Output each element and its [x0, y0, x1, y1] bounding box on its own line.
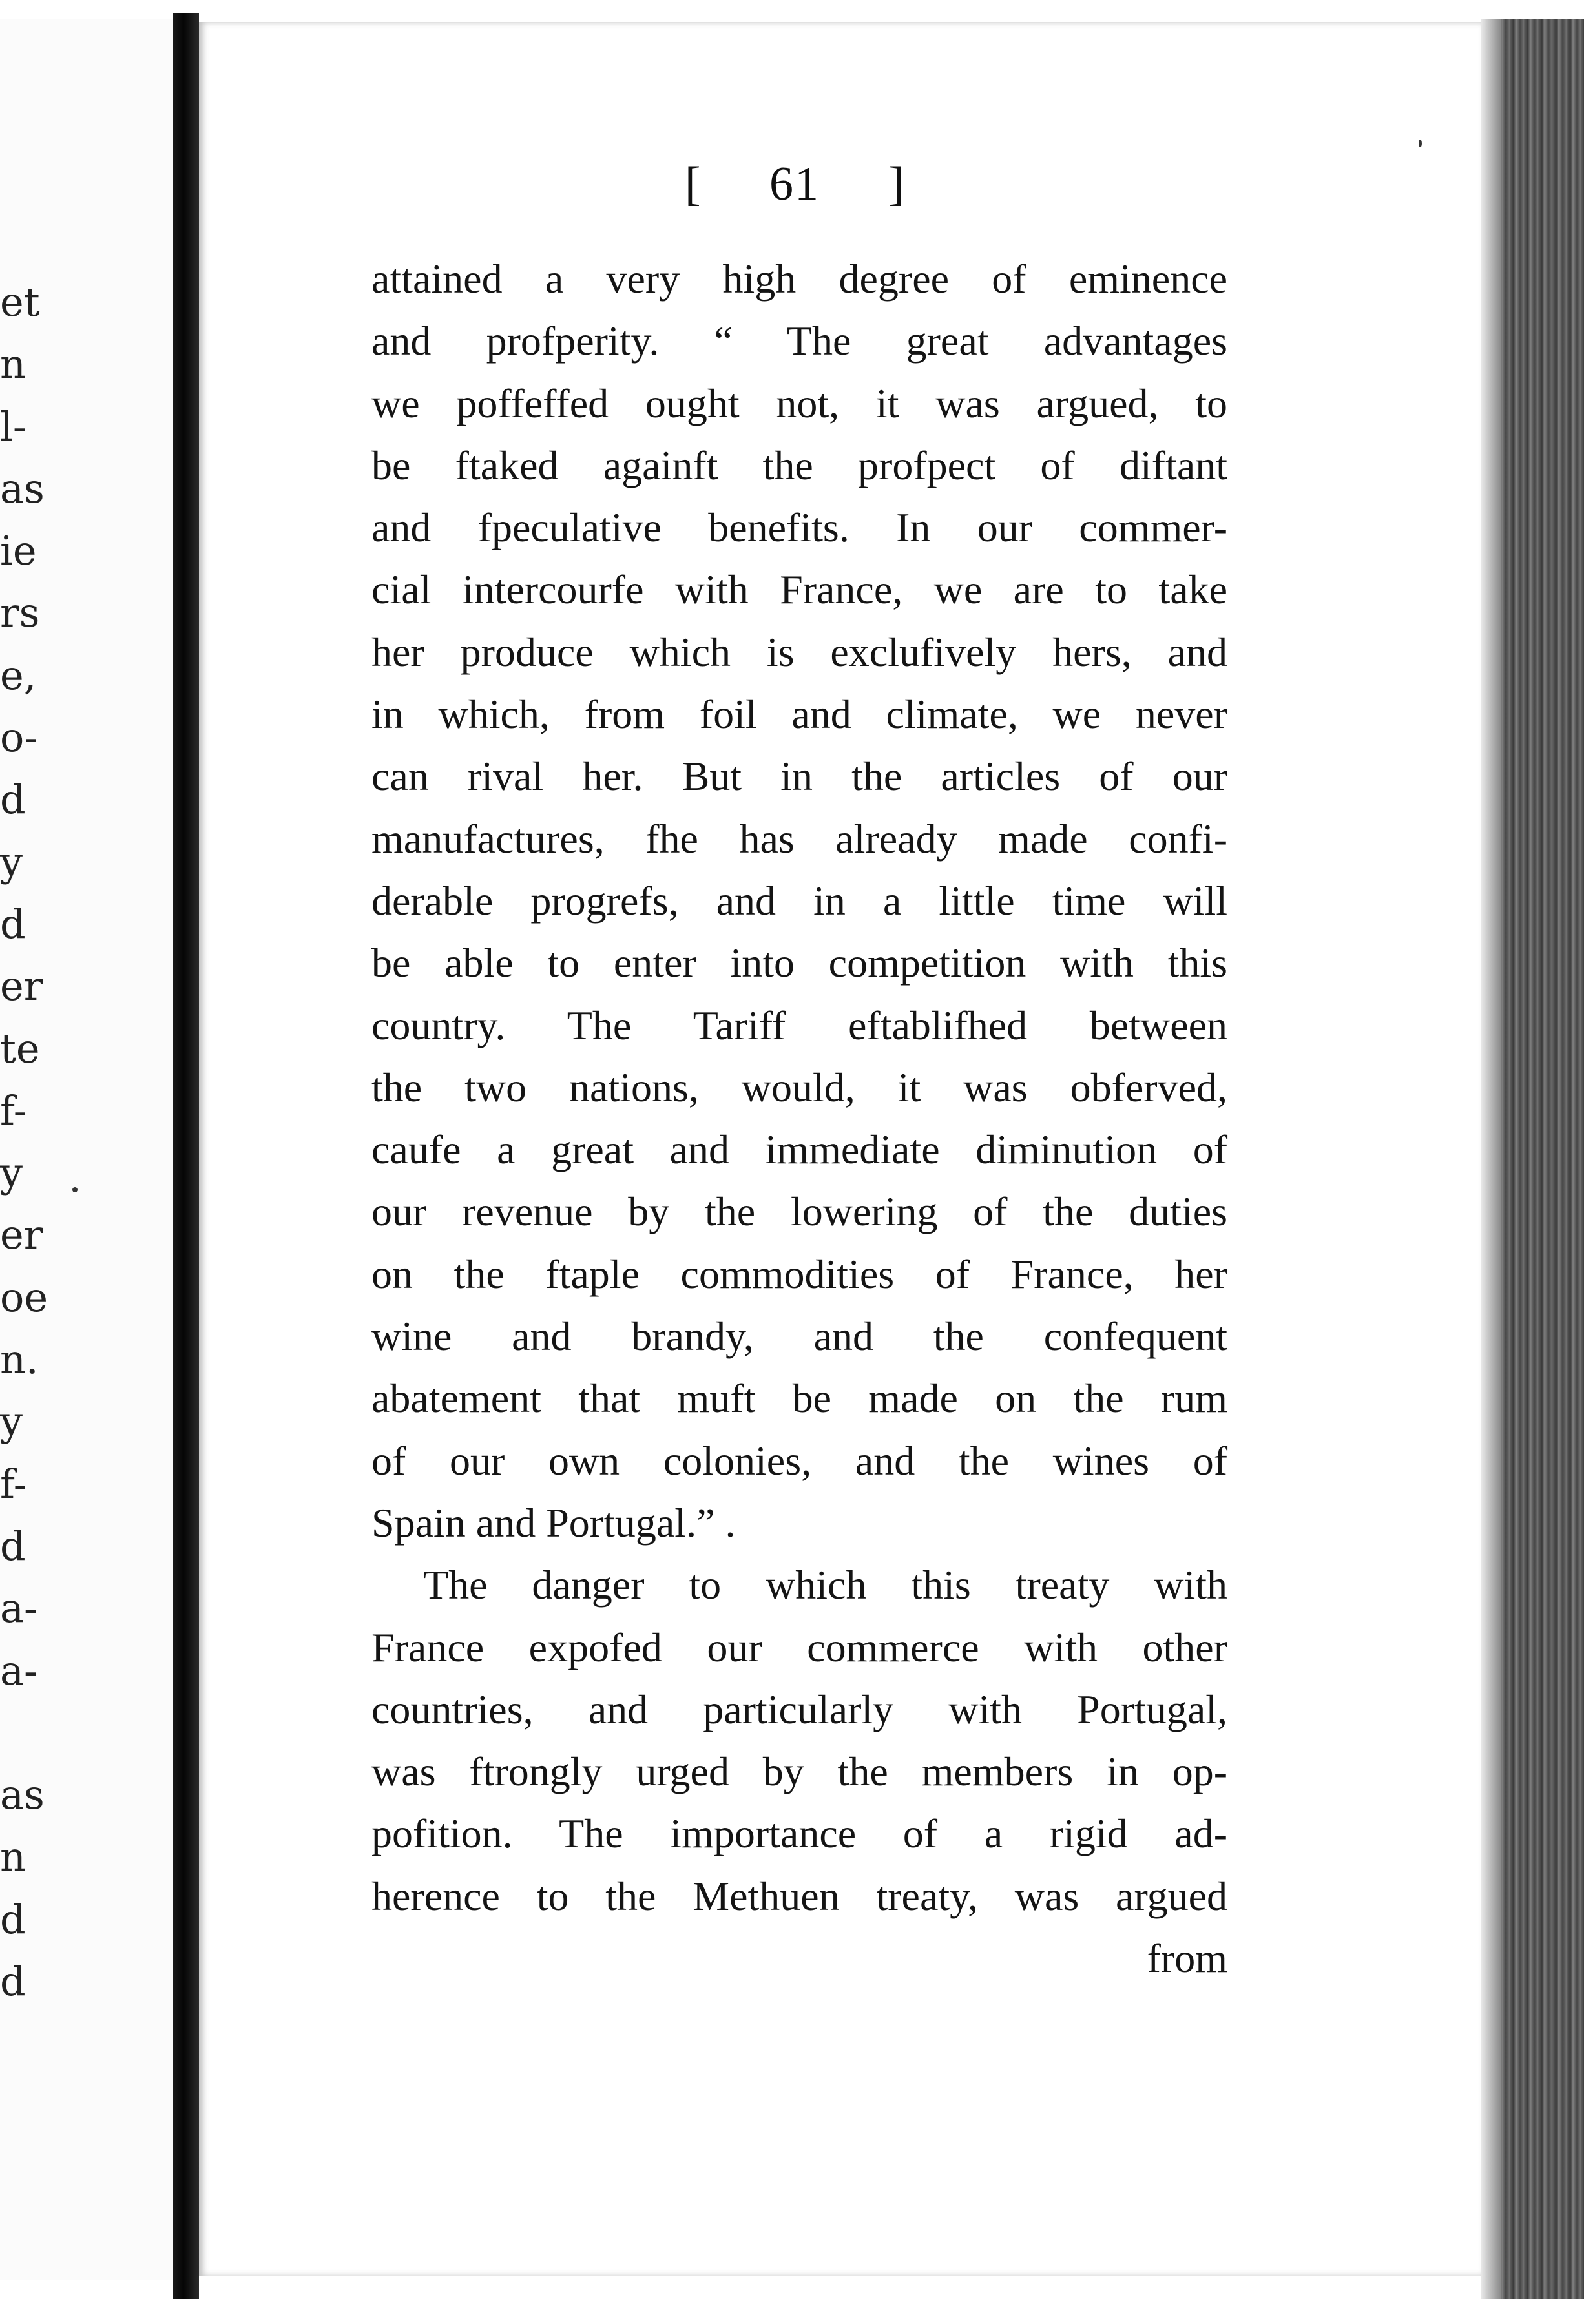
left-page-line-endings — [0, 271, 65, 2013]
body-text — [371, 248, 1227, 1989]
text-line: in which, from foil and climate, we never — [371, 691, 1227, 738]
left-fragment: te — [0, 1024, 40, 1072]
text-line: countries, and particularly with Portugal, — [371, 1686, 1227, 1732]
left-fragment: o- — [0, 714, 38, 762]
ink-speck — [1419, 140, 1422, 147]
text-line: abatement that muft be made on the rum — [371, 1375, 1227, 1422]
text-line: and fpeculative benefits. In our commer- — [371, 504, 1227, 551]
text-line: pofition. The importance of a rigid ad- — [371, 1810, 1227, 1857]
left-fragment: n — [0, 1833, 26, 1881]
left-fragment: rs — [0, 589, 40, 637]
left-fragment: a- — [0, 1646, 37, 1694]
text-line: manufactures, fhe has already made confi- — [371, 815, 1227, 862]
text-line: be able to enter into competition with this — [371, 940, 1227, 986]
book-gutter — [173, 13, 199, 2299]
left-fragment: n — [0, 340, 26, 388]
left-fragment: y — [0, 838, 23, 886]
left-fragment: as — [0, 1771, 45, 1819]
ink-speck — [72, 1187, 78, 1192]
text-line: her produce which is exclufively hers, and — [371, 628, 1227, 675]
left-fragment — [0, 1702, 65, 1764]
left-fragment: er — [0, 962, 43, 1010]
left-fragment: f- — [0, 1460, 27, 1508]
left-fragment: ie — [0, 527, 37, 575]
left-fragment: d — [0, 1522, 26, 1570]
left-fragment: e, — [0, 651, 37, 699]
paragraph-start-line: The danger to which this treaty with — [423, 1562, 1227, 1608]
left-fragment: l- — [0, 402, 26, 450]
left-fragment: d — [0, 1895, 26, 1943]
left-fragment: d — [0, 1958, 26, 2006]
left-fragment: f- — [0, 1086, 27, 1134]
left-fragment: y — [0, 1149, 23, 1197]
left-fragment: et — [0, 278, 40, 326]
left-fragment: d — [0, 900, 26, 948]
text-line: of our own colonies, and the wines of — [371, 1437, 1227, 1484]
text-line: wine and brandy, and the confequent — [371, 1313, 1227, 1360]
left-fragment: a- — [0, 1584, 37, 1632]
header-bracket-close: ] — [888, 157, 904, 211]
left-fragment: d — [0, 776, 26, 824]
text-line: can rival her. But in the articles of our — [371, 753, 1227, 800]
catchword: from — [1147, 1935, 1227, 1982]
text-line: attained a very high degree of eminence — [371, 256, 1227, 302]
text-line: and profperity. “ The great advantages — [371, 318, 1227, 364]
text-line: derable progrefs, and in a little time will — [371, 877, 1227, 924]
left-fragment: er — [0, 1211, 43, 1259]
text-line: be ftaked againft the profpect of diftant — [371, 442, 1227, 488]
left-fragment: oe — [0, 1273, 48, 1321]
left-fragment: n. — [0, 1336, 39, 1384]
text-line: the two nations, would, it was obferved, — [371, 1064, 1227, 1110]
left-fragment: y — [0, 1398, 23, 1446]
page-header — [685, 155, 904, 213]
left-facing-page — [0, 19, 173, 2280]
text-line: was ftrongly urged by the members in op- — [371, 1748, 1227, 1795]
text-line: caufe a great and immediate diminution of — [371, 1126, 1227, 1173]
text-line: our revenue by the lowering of the duties — [371, 1188, 1227, 1235]
text-line: country. The Tariff eftablifhed between — [371, 1002, 1227, 1048]
text-line: on the ftaple commodities of France, her — [371, 1250, 1227, 1297]
text-line: France expofed our commerce with other — [371, 1624, 1227, 1670]
page-edge-shadow — [1481, 19, 1501, 2299]
left-fragment: as — [0, 464, 45, 512]
paragraph-end-line: Spain and Portugal.” . — [371, 1499, 736, 1546]
header-bracket-open: [ — [685, 157, 701, 211]
page-number: 61 — [769, 157, 820, 211]
text-line: herence to the Methuen treaty, was argued — [371, 1873, 1227, 1919]
text-line: we poffeffed ought not, it was argued, to — [371, 380, 1227, 426]
text-line: cial intercourfe with France, we are to take — [371, 566, 1227, 613]
